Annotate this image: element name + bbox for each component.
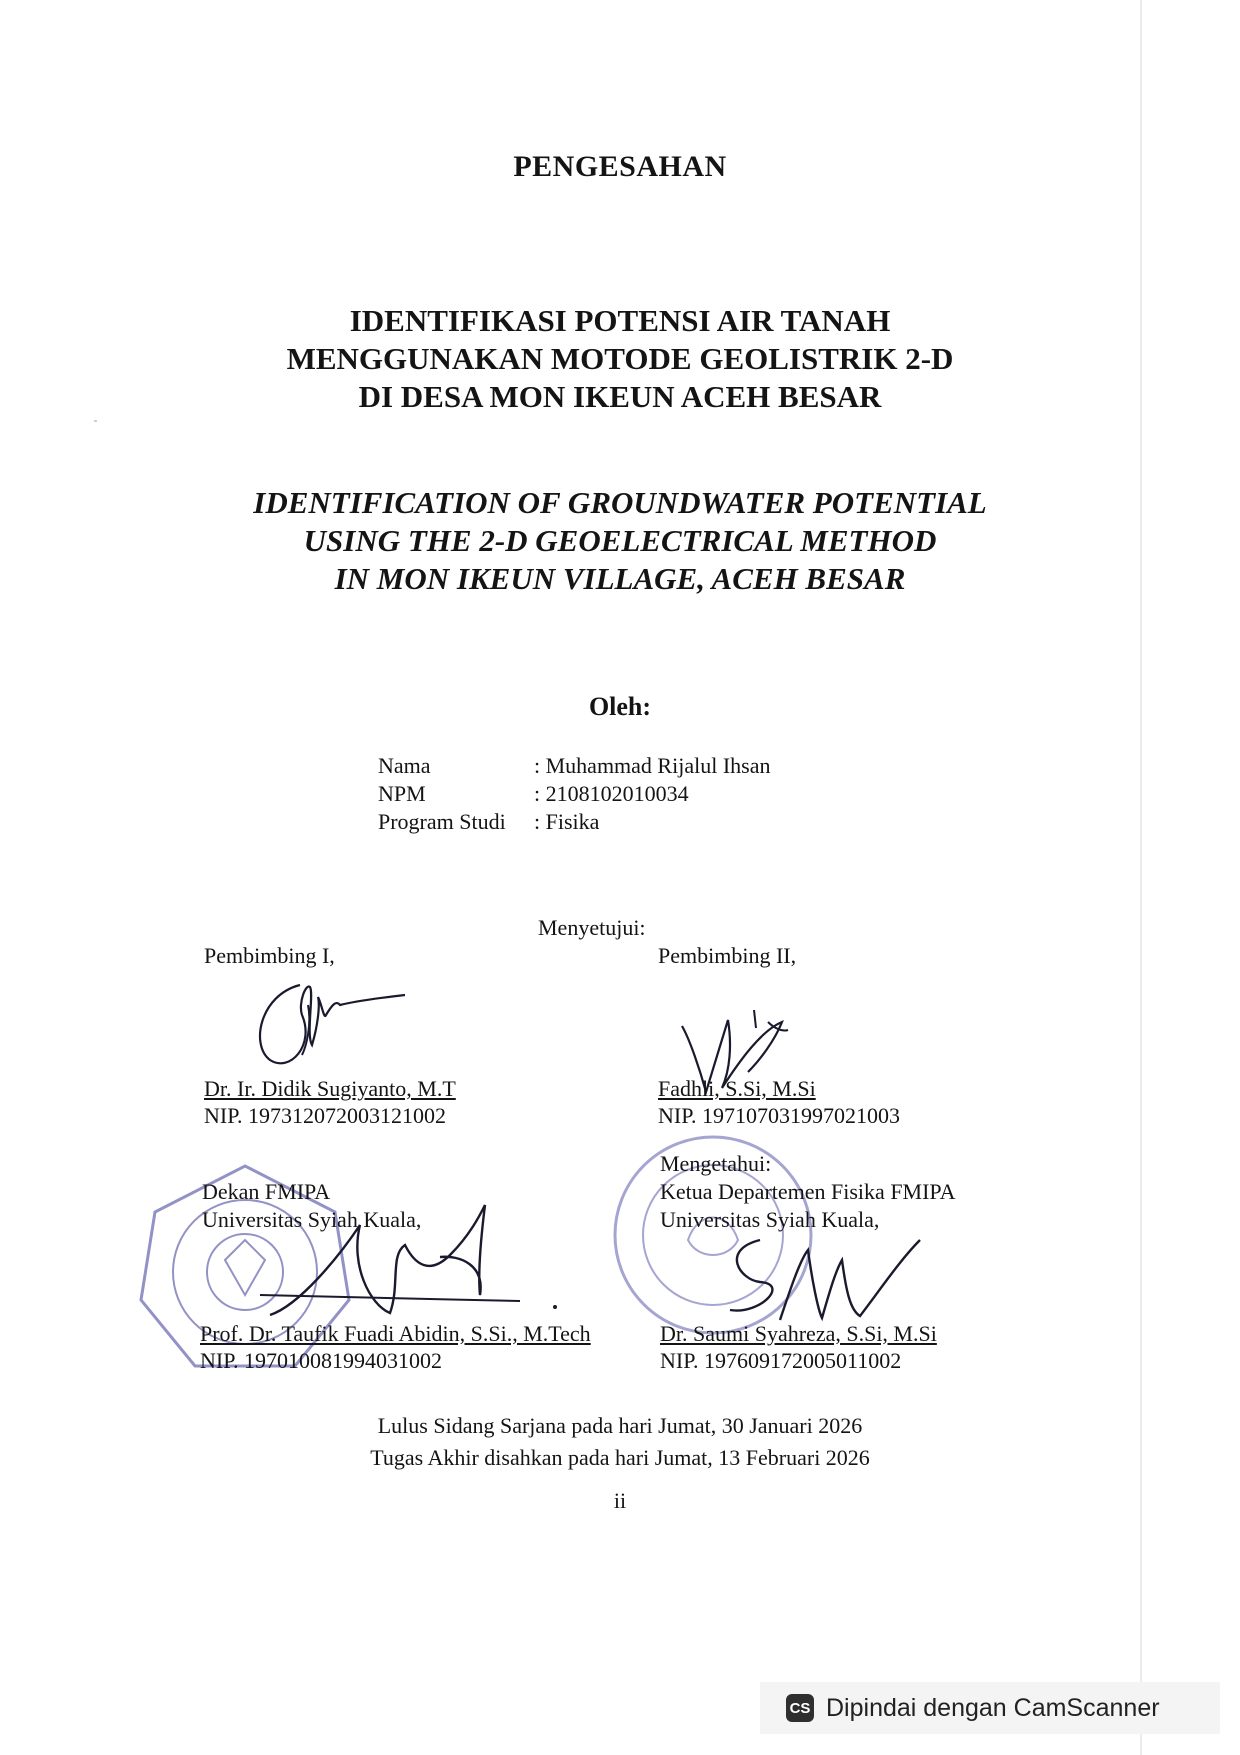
title-id-line-1: IDENTIFIKASI POTENSI AIR TANAH — [349, 303, 891, 338]
ketua-institution: Universitas Syiah Kuala, — [660, 1207, 880, 1232]
thesis-title-english — [0, 484, 1240, 598]
ketua-nip: NIP. 197609172005011002 — [660, 1348, 902, 1373]
dekan-role: Dekan FMIPA — [202, 1179, 331, 1204]
title-en-line-3: IN MON IKEUN VILLAGE, ACEH BESAR — [334, 561, 906, 596]
page-heading: PENGESAHAN — [513, 150, 727, 183]
supervisor2-name: Fadhli, S.Si, M.Si — [658, 1076, 816, 1101]
title-id-line-3: DI DESA MON IKEUN ACEH BESAR — [358, 379, 882, 414]
nama-value: : Muhammad Rijalul Ihsan — [534, 753, 771, 778]
nama-label: Nama — [378, 753, 431, 778]
supervisor1-role: Pembimbing I, — [204, 943, 335, 968]
camscanner-icon: CS — [786, 1694, 814, 1722]
dekan-nip: NIP. 197010081994031002 — [200, 1348, 443, 1373]
ketua-role: Ketua Departemen Fisika FMIPA — [660, 1179, 956, 1204]
title-en-line-2: USING THE 2-D GEOELECTRICAL METHOD — [303, 523, 937, 558]
npm-value: : 2108102010034 — [534, 781, 689, 806]
dekan-institution: Universitas Syiah Kuala, — [202, 1207, 422, 1232]
dekan-signature — [240, 1195, 580, 1335]
oleh-label: Oleh: — [588, 692, 652, 721]
title-en-line-1: IDENTIFICATION OF GROUNDWATER POTENTIAL — [253, 485, 987, 520]
lulus-sidang-text: Lulus Sidang Sarjana pada hari Jumat, 30 Januari 2026 — [377, 1413, 863, 1438]
camscanner-badge — [760, 1682, 1220, 1734]
thesis-title-indonesian — [0, 302, 1240, 416]
npm-label: NPM — [378, 781, 426, 806]
supervisor1-nip: NIP. 197312072003121002 — [204, 1103, 447, 1128]
author-info — [378, 752, 770, 836]
scan-mark — [94, 420, 97, 422]
author-name-row — [378, 752, 770, 780]
footer-dates — [0, 1410, 1240, 1474]
supervisor2-nip: NIP. 197107031997021003 — [658, 1103, 901, 1128]
mengetahui-label: Mengetahui: — [660, 1151, 772, 1176]
supervisor1-signature — [240, 975, 420, 1075]
title-id-line-2: MENGGUNAKAN MOTODE GEOLISTRIK 2-D — [286, 341, 954, 376]
menyetujui-label: Menyetujui: — [538, 915, 646, 940]
author-prodi-row — [378, 808, 770, 836]
supervisor2-role: Pembimbing II, — [658, 943, 797, 968]
page-number: ii — [613, 1488, 627, 1513]
prodi-label: Program Studi — [378, 809, 506, 834]
supervisor1-name: Dr. Ir. Didik Sugiyanto, M.T — [204, 1076, 456, 1101]
ketua-name: Dr. Saumi Syahreza, S.Si, M.Si — [660, 1321, 937, 1346]
dekan-name: Prof. Dr. Taufik Fuadi Abidin, S.Si., M.Tech — [200, 1321, 591, 1346]
disahkan-text: Tugas Akhir disahkan pada hari Jumat, 13 Februari 2026 — [370, 1445, 870, 1470]
author-npm-row — [378, 780, 770, 808]
prodi-value: : Fisika — [534, 809, 600, 834]
camscanner-text: Dipindai dengan CamScanner — [826, 1693, 1160, 1722]
